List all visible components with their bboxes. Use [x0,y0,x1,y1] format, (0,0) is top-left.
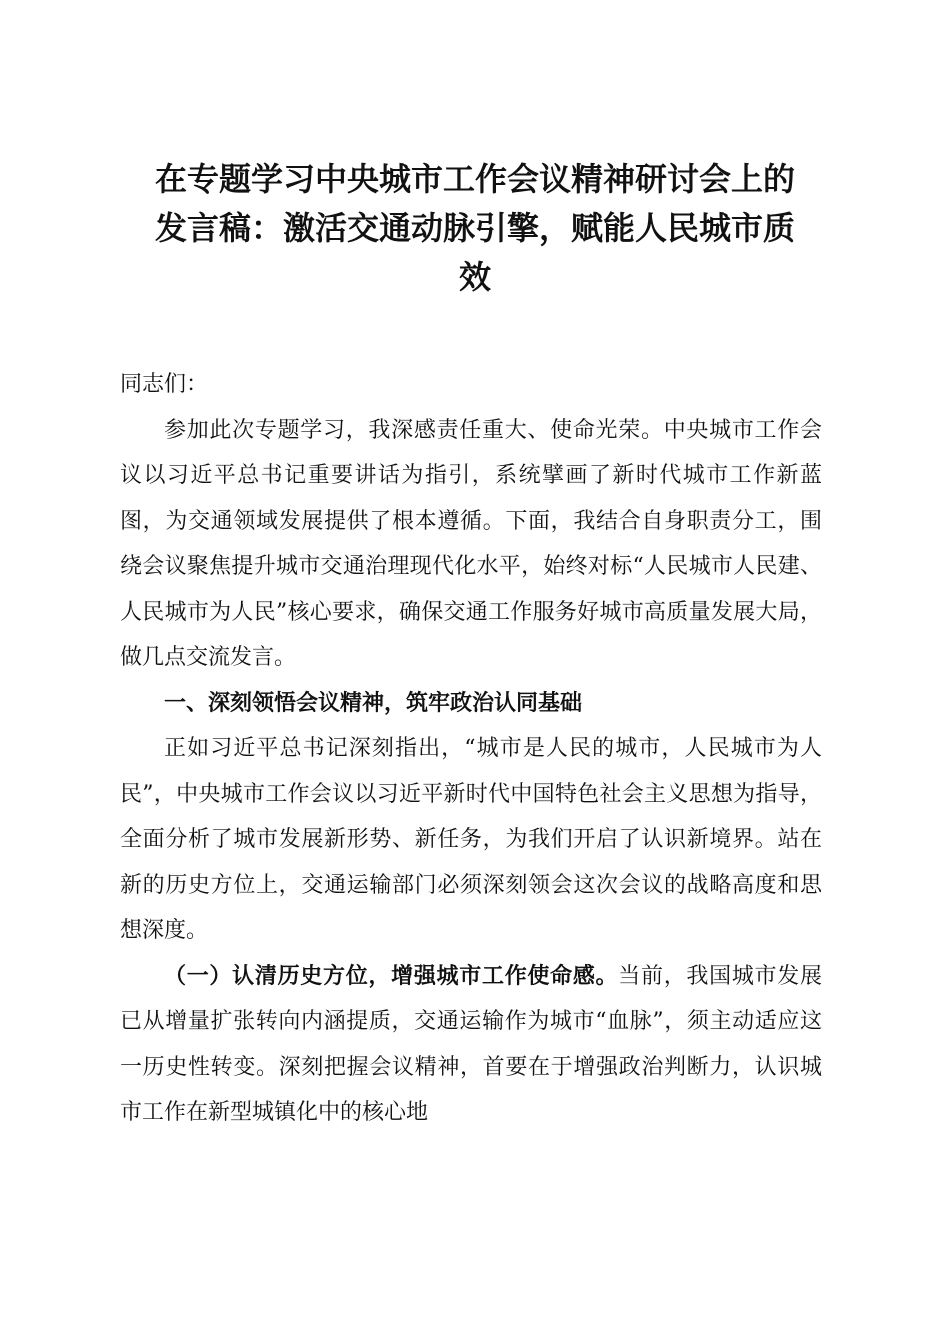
subsection-1-paragraph [120,954,822,1136]
subsection-1-lead: （一）认清历史方位，增强城市工作使命感。 [164,962,619,989]
section-1-paragraph: 正如习近平总书记深刻指出，“城市是人民的城市，人民城市为人民”，中央城市工作会议以习近平新时代中国特色社会主义思想为指导，全面分析了城市发展新形势、新任务，为我们开启了认识新境界。站在新的历史方位上，交通运输部门必须深刻领会这次会议的战略高度和思想深度。 [120,736,822,943]
subsection-1-text: 当前，我国城市发展已从增量扩张转向内涵提质，交通运输作为城市“血脉”，须主动适应这一历史性转变。深刻把握会议精神，首要在于增强政治判断力，认识城市工作在新型城镇化中的核心地 [120,963,822,1125]
document-title [118,155,832,302]
title-line-3: 效 [458,258,491,296]
title-line-2: 发言稿：激活交通动脉引擎，赋能人民城市质 [154,209,795,247]
document-body [120,362,822,1136]
intro-paragraph: 参加此次专题学习，我深感责任重大、使命光荣。中央城市工作会议以习近平总书记重要讲话为指引，系统擘画了新时代城市工作新蓝图，为交通领域发展提供了根本遵循。下面，我结合自身职责分工，围绕会议聚焦提升城市交通治理现代化水平，始终对标“人民城市人民建、人民城市为人民”核心要求，确保交通工作服务好城市高质量发展大局，做几点交流发言。 [120,417,822,670]
section-1-heading: 一、深刻领悟会议精神，筑牢政治认同基础 [164,690,583,716]
title-line-1: 在专题学习中央城市工作会议精神研讨会上的 [154,160,795,198]
salutation: 同志们： [120,372,209,397]
